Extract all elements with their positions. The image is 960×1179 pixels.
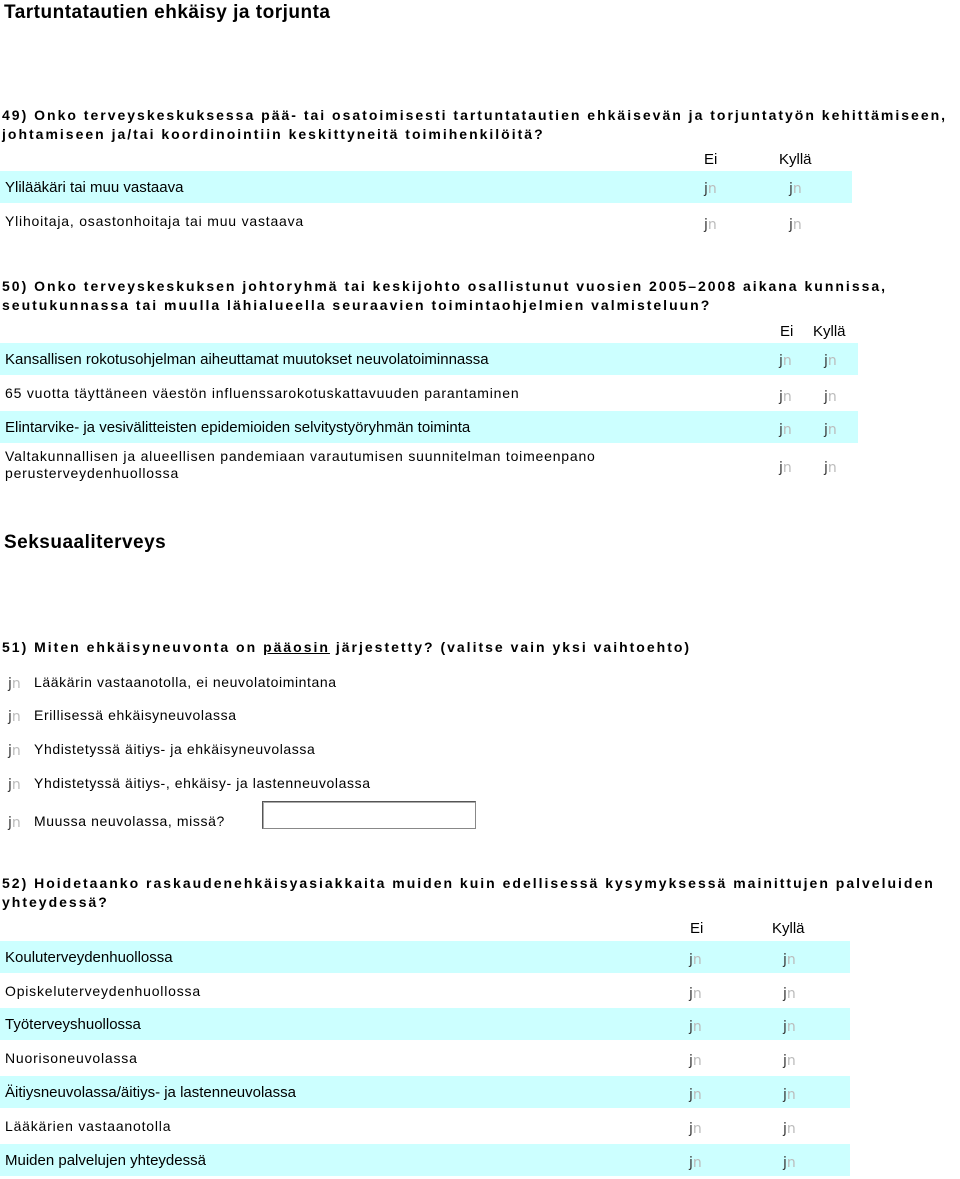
question-50: 50) Onko terveyskeskuksen johtoryhmä tai keskijohto osallistunut vuosien 2005–2008 aikana kunnissa, seutukunnassa tai muulla lähialueella seuraavien toimintaohjelmien valmisteluun? — [2, 278, 888, 313]
q50-col-no: Ei — [780, 323, 794, 340]
question-51: 51) Miten ehkäisyneuvonta on pääosin järjestetty? (valitse vain yksi vaihtoehto) — [2, 639, 692, 655]
q51-option-label: Yhdistetyssä äitiys-, ehkäisy- ja lastenneuvolassa — [34, 775, 371, 791]
q50-row4-no-radio[interactable]: jn — [779, 460, 792, 476]
q52-row2-no-radio[interactable]: jn — [689, 986, 702, 1002]
q52-row3-no-radio[interactable]: jn — [689, 1019, 702, 1035]
q49-row-1 — [0, 171, 852, 203]
q49-row2-no-radio[interactable]: jn — [704, 217, 717, 233]
q49-row-2 — [0, 205, 852, 237]
q50-row-label: 65 vuotta täyttäneen väestön influenssarokotuskattavuuden parantaminen — [5, 384, 520, 401]
q51-emphasis: pääosin — [263, 639, 330, 655]
q52-row-label: Äitiysneuvolassa/äitiys- ja lastenneuvolassa — [5, 1083, 296, 1101]
q51-option-label: Erillisessä ehkäisyneuvolassa — [34, 707, 237, 723]
q51-option-radio[interactable]: jn — [8, 815, 21, 831]
q50-row3-no-radio[interactable]: jn — [779, 422, 792, 438]
q52-row5-yes-radio[interactable]: jn — [783, 1087, 796, 1103]
page-title: Tartuntatautien ehkäisy ja torjunta — [4, 2, 331, 23]
q52-row7-no-radio[interactable]: jn — [689, 1155, 702, 1171]
q52-row-6 — [0, 1110, 850, 1142]
q51-option-label: Lääkärin vastaanotolla, ei neuvolatoimintana — [34, 674, 337, 690]
q49-row1-no-radio[interactable]: jn — [704, 181, 717, 197]
section-title: Seksuaaliterveys — [4, 532, 167, 553]
q51-option-radio[interactable]: jn — [8, 777, 21, 793]
q51-option-label: Yhdistetyssä äitiys- ja ehkäisyneuvolassa — [34, 741, 316, 757]
q52-row-4 — [0, 1042, 850, 1074]
q52-row-label: Lääkärien vastaanotolla — [5, 1117, 172, 1134]
q52-row6-no-radio[interactable]: jn — [689, 1121, 702, 1137]
q52-row-3 — [0, 1008, 850, 1040]
q52-row4-yes-radio[interactable]: jn — [783, 1053, 796, 1069]
q51-option-radio[interactable]: jn — [8, 676, 21, 692]
q50-row2-yes-radio[interactable]: jn — [824, 389, 837, 405]
q51-other-input[interactable] — [262, 801, 476, 829]
q52-row-label: Nuorisoneuvolassa — [5, 1049, 138, 1066]
question-49: 49) Onko terveyskeskuksessa pää- tai osatoimisesti tartuntatautien ehkäisevän ja torjuntatyön kehittämiseen, johtamiseen ja/tai koordinointiin keskittyneitä toimihenkilöitä? — [2, 107, 948, 142]
q50-row-2 — [0, 377, 858, 409]
q50-row2-no-radio[interactable]: jn — [779, 389, 792, 405]
q52-row-1 — [0, 941, 850, 973]
q50-col-yes: Kyllä — [813, 323, 846, 340]
q50-row1-yes-radio[interactable]: jn — [824, 353, 837, 369]
q52-row-label: Muiden palvelujen yhteydessä — [5, 1151, 206, 1169]
q52-row-label: Kouluterveydenhuollossa — [5, 948, 173, 966]
q51-option-radio[interactable]: jn — [8, 743, 21, 759]
q50-row-label: Valtakunnallisen ja alueellisen pandemiaan varautumisen suunnitelman toimeenpano perusterveydenhuollossa — [5, 448, 596, 481]
q50-row-label: Elintarvike- ja vesivälitteisten epidemioiden selvitystyöryhmän toiminta — [5, 418, 471, 436]
q52-row4-no-radio[interactable]: jn — [689, 1053, 702, 1069]
q52-row6-yes-radio[interactable]: jn — [783, 1121, 796, 1137]
q52-row5-no-radio[interactable]: jn — [689, 1087, 702, 1103]
q49-row-label: Ylilääkäri tai muu vastaava — [5, 178, 184, 196]
question-52: 52) Hoidetaanko raskaudenehkäisyasiakkaita muiden kuin edellisessä kysymyksessä mainittujen palveluiden yhteydessä? — [2, 875, 935, 910]
q49-row1-yes-radio[interactable]: jn — [789, 181, 802, 197]
q52-row1-yes-radio[interactable]: jn — [783, 952, 796, 968]
q51-option-label: Muussa neuvolassa, missä? — [34, 813, 225, 829]
q50-row4-yes-radio[interactable]: jn — [824, 460, 837, 476]
q52-row7-yes-radio[interactable]: jn — [783, 1155, 796, 1171]
q49-col-yes: Kyllä — [779, 151, 812, 168]
q51-option-radio[interactable]: jn — [8, 709, 21, 725]
q50-row1-no-radio[interactable]: jn — [779, 353, 792, 369]
q50-row-4 — [0, 446, 858, 488]
q50-row-3 — [0, 411, 858, 443]
q49-col-no: Ei — [704, 151, 718, 168]
q52-row-7 — [0, 1144, 850, 1176]
q50-row-label: Kansallisen rokotusohjelman aiheuttamat muutokset neuvolatoiminnassa — [5, 350, 489, 368]
q52-row-label: Opiskeluterveydenhuollossa — [5, 982, 201, 999]
q52-row1-no-radio[interactable]: jn — [689, 952, 702, 968]
q52-row-label: Työterveyshuollossa — [5, 1015, 141, 1033]
q52-row2-yes-radio[interactable]: jn — [783, 986, 796, 1002]
q49-row2-yes-radio[interactable]: jn — [789, 217, 802, 233]
q52-col-yes: Kyllä — [772, 920, 805, 937]
q52-col-no: Ei — [690, 920, 704, 937]
q50-row3-yes-radio[interactable]: jn — [824, 422, 837, 438]
q52-row3-yes-radio[interactable]: jn — [783, 1019, 796, 1035]
q52-row-2 — [0, 975, 850, 1007]
q50-row-1 — [0, 343, 858, 375]
q49-row-label: Ylihoitaja, osastonhoitaja tai muu vastaava — [5, 212, 305, 229]
q52-row-5 — [0, 1076, 850, 1108]
